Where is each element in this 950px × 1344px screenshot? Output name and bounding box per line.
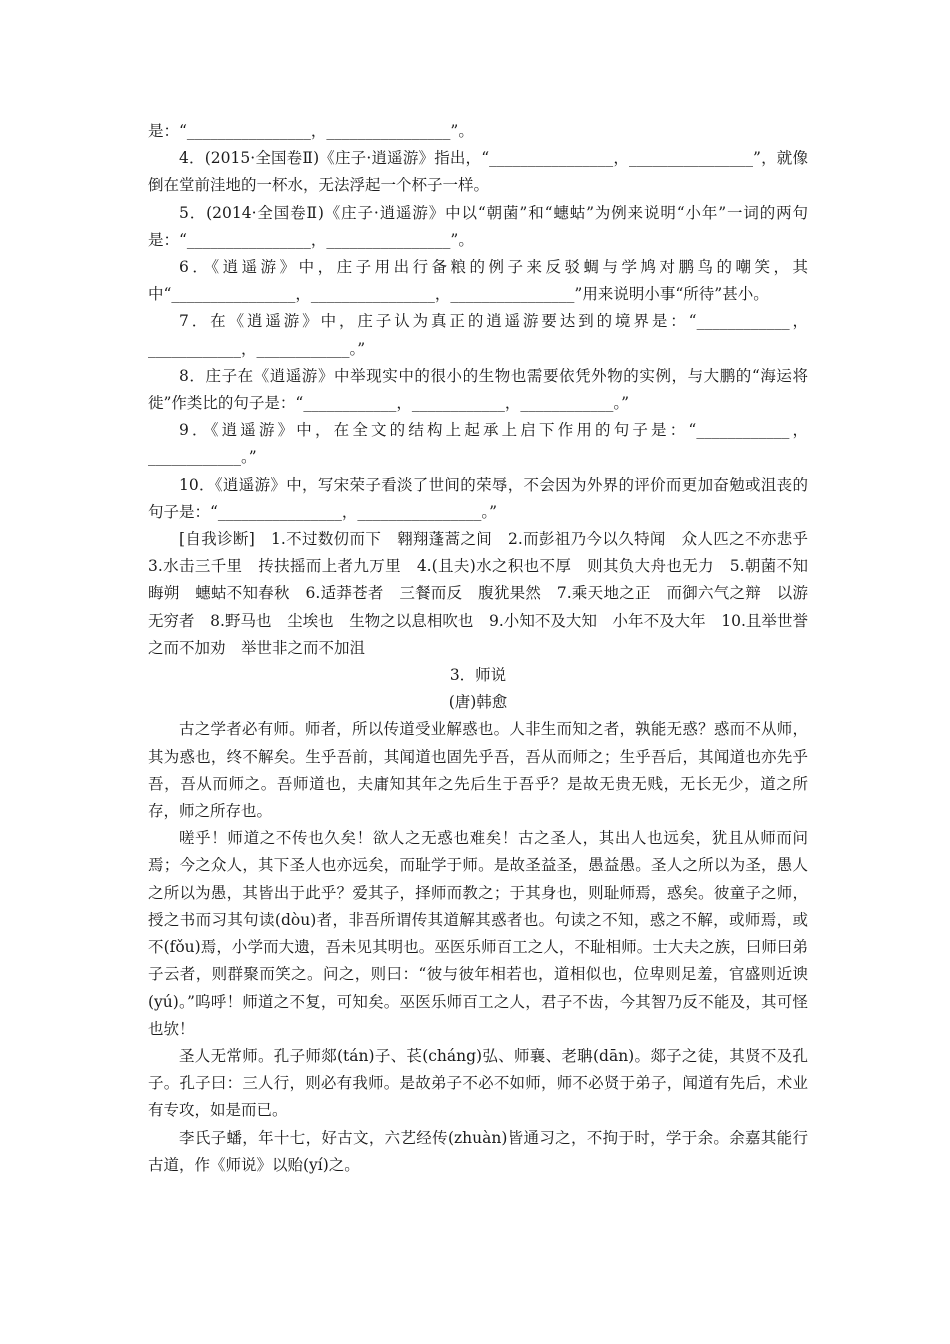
essay-author: (唐)韩愈 bbox=[448, 693, 508, 712]
essay-paragraph: 古之学者必有师。师者，所以传道受业解惑也。人非生而知之者，孰能无惑？惑而不从师，其为惑也，终不解矣。生乎吾前，其闻道也固先乎吾，吾从而师之；生乎吾后，其闻道也亦先乎吾，吾从而师之。吾师道也，夫庸知其年之先后生于吾乎？是故无贵无贱，无长无少，道之所存，师之所存也。 bbox=[148, 720, 808, 821]
question-8: 8．庄子在《逍遥游》中举现实中的很小的生物也需要依凭外物的实例，与大鹏的“海运将徙”作类比的句子是：“____________，____________，____________。” bbox=[148, 366, 808, 413]
essay-paragraph: 圣人无常师。孔子师郯(tán)子、苌(cháng)弘、师襄、老聃(dān)。郯子之徒，其贤不及孔子。孔子曰：三人行，则必有我师。是故弟子不必不如师，师不必贤于弟子，闻道有先后，术业有专攻，如是而已。 bbox=[148, 1046, 808, 1120]
document-page bbox=[148, 118, 824, 1179]
question-3-tail: 是：“________________，________________”。 bbox=[148, 122, 474, 140]
question-10: 10．《逍遥游》中，写宋荣子看淡了世间的荣辱，不会因为外界的评价而更加奋勉或沮丧的句子是：“________________，________________。” bbox=[148, 475, 808, 521]
question-5: 5．(2014·全国卷Ⅱ)《庄子·逍遥游》中以“朝菌”和“蟪蛄”为例来说明“小年”一词的两句是：“________________，________________”。 bbox=[148, 203, 808, 249]
question-9: 9．《逍遥游》中，在全文的结构上起承上启下作用的句子是：“____________，____________。” bbox=[148, 421, 808, 467]
question-7: 7．在《逍遥游》中，庄子认为真正的逍遥游要达到的境界是：“____________，____________，____________。” bbox=[148, 312, 808, 358]
answer-key: [自我诊断] 1.不过数仞而下 翱翔蓬蒿之间 2.而彭祖乃今以久特闻 众人匹之不亦悲乎 3.水击三千里 抟扶摇而上者九万里 4.(且夫)水之积也不厚 则其负大舟也无力 5.朝菌不知晦朔 蟪蛄不知春秋 6.适莽苍者 三餐而反 腹犹果然 7.乘天地之正 而御六气之辩 以游无穷者 8.野马也 尘埃也 生物之以息相吹也 9.小知不及大知 小年不及大年 10.且举世誉之而不加劝 举世非之而不加沮 bbox=[148, 530, 824, 657]
question-4: 4．(2015·全国卷Ⅱ)《庄子·逍遥游》指出，“________________，________________”，就像倒在堂前洼地的一杯水，无法浮起一个杯子一样。 bbox=[148, 149, 808, 195]
question-6: 6．《逍遥游》中，庄子用出行备粮的例子来反驳蜩与学鸠对鹏鸟的嘲笑，其中“________________，________________，________________”用来说明小事“所待”甚小。 bbox=[148, 258, 808, 304]
essay-paragraph: 李氏子蟠，年十七，好古文，六艺经传(zhuàn)皆通习之，不拘于时，学于余。余嘉其能行古道，作《师说》以贻(yí)之。 bbox=[148, 1128, 808, 1174]
essay-title: 3．师说 bbox=[449, 666, 507, 685]
essay-paragraph: 嗟乎！师道之不传也久矣！欲人之无惑也难矣！古之圣人，其出人也远矣，犹且从师而问焉；今之众人，其下圣人也亦远矣，而耻学于师。是故圣益圣，愚益愚。圣人之所以为圣，愚人之所以为愚，其皆出于此乎？爱其子，择师而教之；于其身也，则耻师焉，惑矣。彼童子之师，授之书而习其句读(dòu)者，非吾所谓传其道解其惑者也。句读之不知，惑之不解，或师焉，或不(fǒu)焉，小学而大遗，吾未见其明也。巫医乐师百工之人，不耻相师。士大夫之族，曰师曰弟子云者，则群聚而笑之。问之，则曰：“彼与彼年相若也，道相似也，位卑则足羞，官盛则近谀(yú)。”呜呼！师道之不复，可知矣。巫医乐师百工之人，君子不齿，今其智乃反不能及，其可怪也欤！ bbox=[148, 829, 808, 1038]
